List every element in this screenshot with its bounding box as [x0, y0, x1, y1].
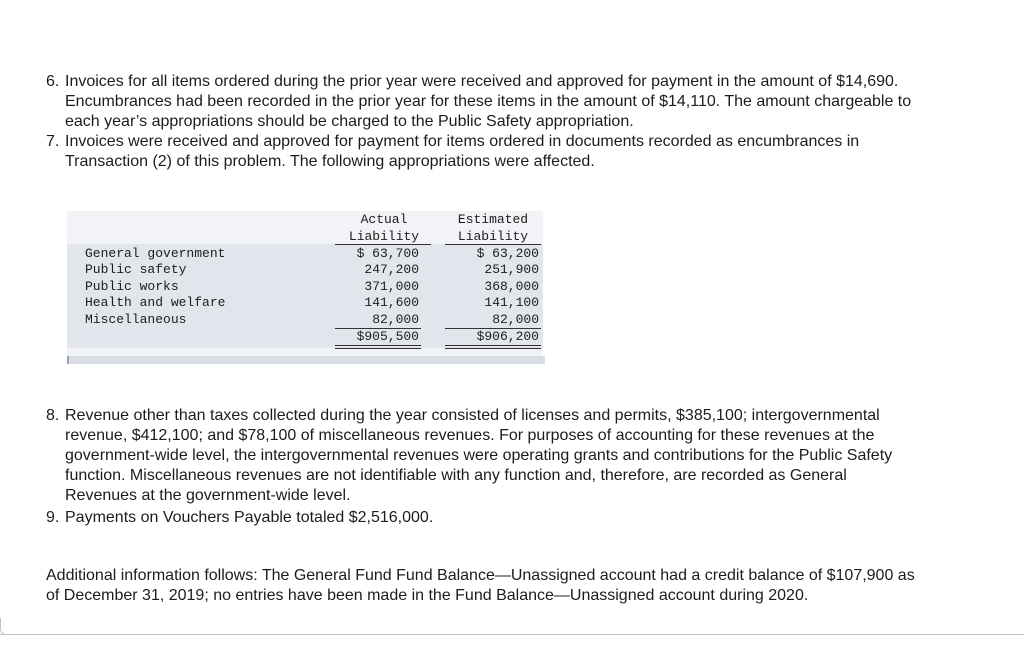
estimated-value: 141,100 — [484, 295, 539, 310]
header-row-2 — [67, 229, 543, 245]
item-7-line-1: Invoices were received and approved for payment for items ordered in documents recorded as encumbrances in — [65, 133, 860, 150]
additional-information — [46, 566, 996, 606]
item-6-line-2: Encumbrances had been recorded in the prior year for these items in the amount of $14,110. The amount chargeable to — [65, 93, 912, 110]
item-8-number: 8. — [46, 407, 60, 424]
estimated-header-1: Estimated — [457, 212, 529, 227]
actual-value: 82,000 — [372, 312, 419, 327]
actual-value: 371,000 — [364, 279, 419, 294]
item-8-line-1: Revenue other than taxes collected during the year consisted of licenses and permits, $385,100; intergovernmental — [65, 407, 880, 424]
item-6-number: 6. — [46, 73, 60, 90]
header-row-1 — [67, 212, 543, 228]
item-8-line-3: government-wide level, the intergovernmental revenues were operating grants and contributions for the Public Safety — [65, 447, 893, 464]
estimated-total-double-underline — [445, 345, 541, 349]
actual-header-2: Liability — [348, 229, 420, 244]
row-label: Miscellaneous — [85, 312, 187, 327]
item-8-line-5: Revenues at the government-wide level. — [65, 487, 351, 504]
actual-value: $ 63,700 — [356, 246, 419, 261]
item-7-line-2: Transaction (2) of this problem. The following appropriations were affected. — [65, 153, 595, 170]
additional-line-1: Additional information follows: The General Fund Fund Balance—Unassigned account had a credit balance of $107,900 as — [46, 567, 915, 584]
row-label: General government — [85, 246, 226, 261]
actual-value: 141,600 — [364, 295, 419, 310]
table-row — [67, 279, 543, 295]
item-7-number: 7. — [46, 133, 60, 150]
estimated-header-underline — [445, 244, 541, 245]
actual-header-underline — [335, 244, 431, 245]
table-row — [67, 295, 543, 311]
item-6-line-3: each year’s appropriations should be charged to the Public Safety appropriation. — [65, 113, 634, 130]
actual-total-double-underline — [335, 345, 421, 349]
totals-row — [67, 329, 543, 345]
bottom-divider — [0, 634, 1024, 635]
additional-line-2: of December 31, 2019; no entries have been made in the Fund Balance—Unassigned account during 2020. — [46, 587, 809, 604]
item-9-number: 9. — [46, 509, 60, 526]
item-6-line-1: Invoices for all items ordered during the prior year were received and approved for payment in the amount of $14,690. — [65, 73, 899, 90]
table-gap-band — [67, 348, 543, 356]
estimated-value: $ 63,200 — [476, 246, 539, 261]
actual-header-1: Actual — [360, 212, 408, 227]
estimated-value: 251,900 — [484, 262, 539, 277]
estimated-total: $906,200 — [476, 329, 539, 344]
item-8-line-4: function. Miscellaneous revenues are not identifiable with any function and, therefore, are recorded as General — [65, 467, 847, 484]
row-label: Public safety — [85, 262, 187, 277]
row-label: Health and welfare — [85, 295, 226, 310]
estimated-value: 82,000 — [492, 312, 539, 327]
estimated-header-2: Liability — [457, 229, 529, 244]
table-row — [67, 312, 543, 328]
item-8-line-2: revenue, $412,100; and $78,100 of miscellaneous revenues. For purposes of accounting for these revenues at the — [65, 427, 875, 444]
actual-total: $905,500 — [356, 329, 419, 344]
table-row — [67, 262, 543, 278]
table-row — [67, 246, 543, 262]
table-footer-band — [67, 356, 545, 364]
estimated-value: 368,000 — [484, 279, 539, 294]
appropriations-table — [67, 211, 543, 366]
item-9-line-1: Payments on Vouchers Payable totaled $2,516,000. — [65, 509, 434, 526]
row-label: Public works — [85, 279, 179, 294]
frame-corner — [0, 618, 7, 635]
actual-value: 247,200 — [364, 262, 419, 277]
